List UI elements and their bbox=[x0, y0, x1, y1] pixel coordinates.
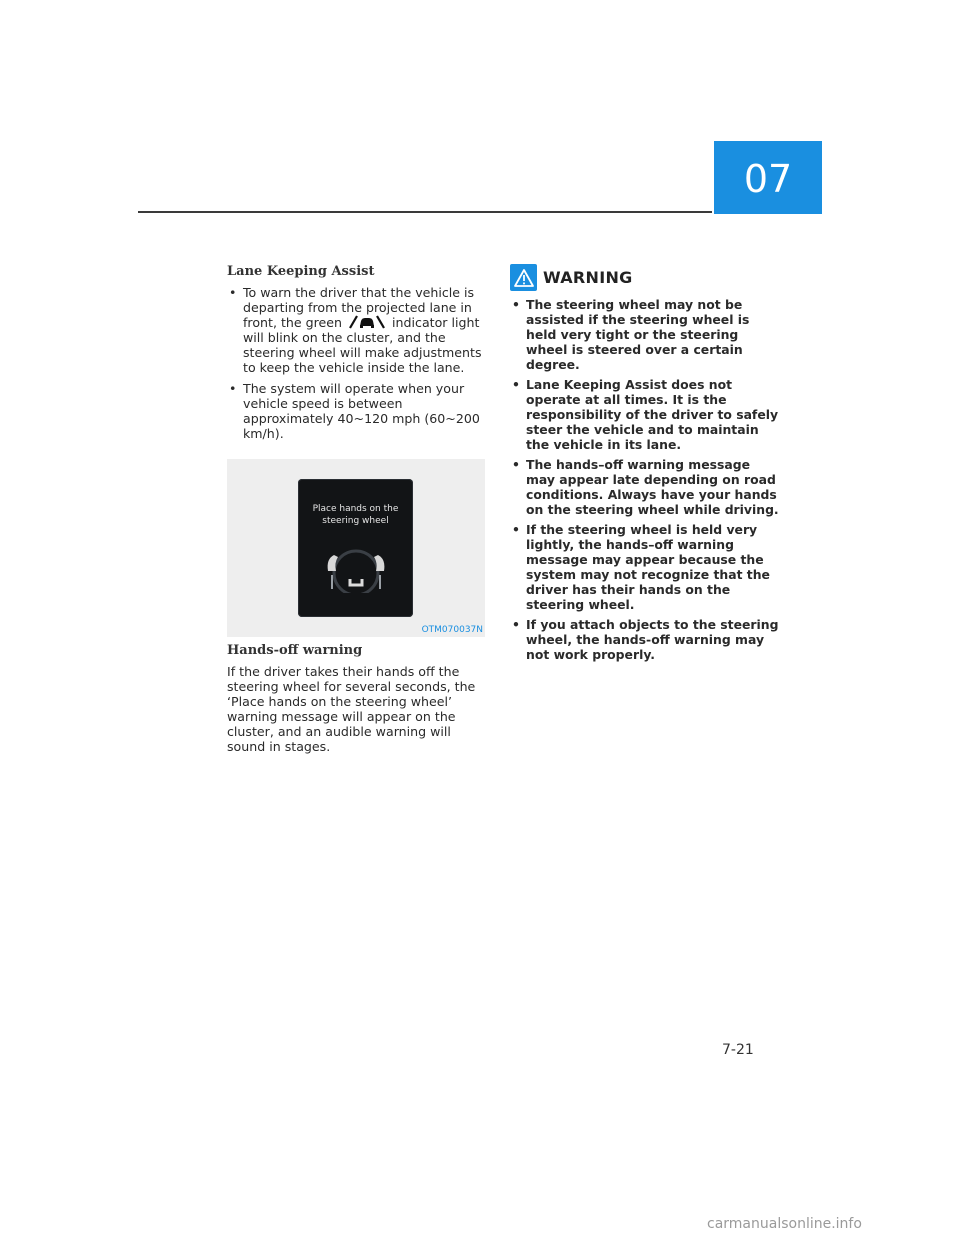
list-item: • To warn the driver that the vehicle is departing from the projected lane in front, the green indicator light will blink on the cluster, and the steering wheel will make adjustments to keep the vehicle inside the lane. bbox=[229, 285, 482, 375]
warning-list bbox=[510, 297, 780, 662]
section-heading: Lane Keeping Assist bbox=[227, 264, 375, 279]
hands-off-paragraph: If the driver takes their hands off the steering wheel for several seconds, the ‘Place hands on the steering wheel’ warning message will appear on the cluster, and an audible warning will sound in stages. bbox=[227, 664, 476, 754]
feature-bullets bbox=[227, 285, 487, 441]
warning-box bbox=[510, 264, 780, 667]
sub-heading: Hands-off warning bbox=[227, 643, 363, 658]
warning-title: WARNING bbox=[543, 268, 633, 287]
list-item: • The system will operate when your vehicle speed is between approximately 40~120 mph (60~200 km/h). bbox=[229, 381, 480, 441]
lane-keeping-car-icon bbox=[348, 315, 386, 329]
page-number: 7-21 bbox=[722, 1042, 754, 1058]
list-item: • The hands–off warning message may appear late depending on road conditions. Always have your hands on the steering wheel while driving. bbox=[512, 457, 779, 517]
warning-header bbox=[510, 264, 780, 291]
watermark[interactable]: carmanualsonline.info bbox=[707, 1216, 862, 1232]
warning-triangle-icon bbox=[510, 264, 537, 291]
chapter-number: 07 bbox=[743, 156, 793, 201]
list-item: • Lane Keeping Assist does not operate at all times. It is the responsibility of the driver to safely steer the vehicle and to maintain the vehicle in its lane. bbox=[512, 377, 779, 452]
list-item: • The steering wheel may not be assisted if the steering wheel is held very tight or the steering wheel is steered over a certain degree. bbox=[512, 297, 750, 372]
header-rule bbox=[138, 211, 712, 213]
figure-code: OTM070037N bbox=[421, 625, 483, 635]
left-column bbox=[227, 264, 487, 754]
cluster-screen bbox=[298, 479, 413, 617]
cluster-figure bbox=[227, 459, 485, 637]
screen-message: Place hands on the steering wheel bbox=[312, 504, 399, 526]
chapter-tab bbox=[714, 141, 822, 214]
list-item: • If you attach objects to the steering wheel, the hands-off warning may not work properly. bbox=[512, 617, 779, 662]
list-item: • If the steering wheel is held very lightly, the hands–off warning message may appear because the system may not recognize that the driver has their hands on the steering wheel. bbox=[512, 522, 770, 612]
steering-wheel-hands-icon bbox=[320, 545, 392, 593]
